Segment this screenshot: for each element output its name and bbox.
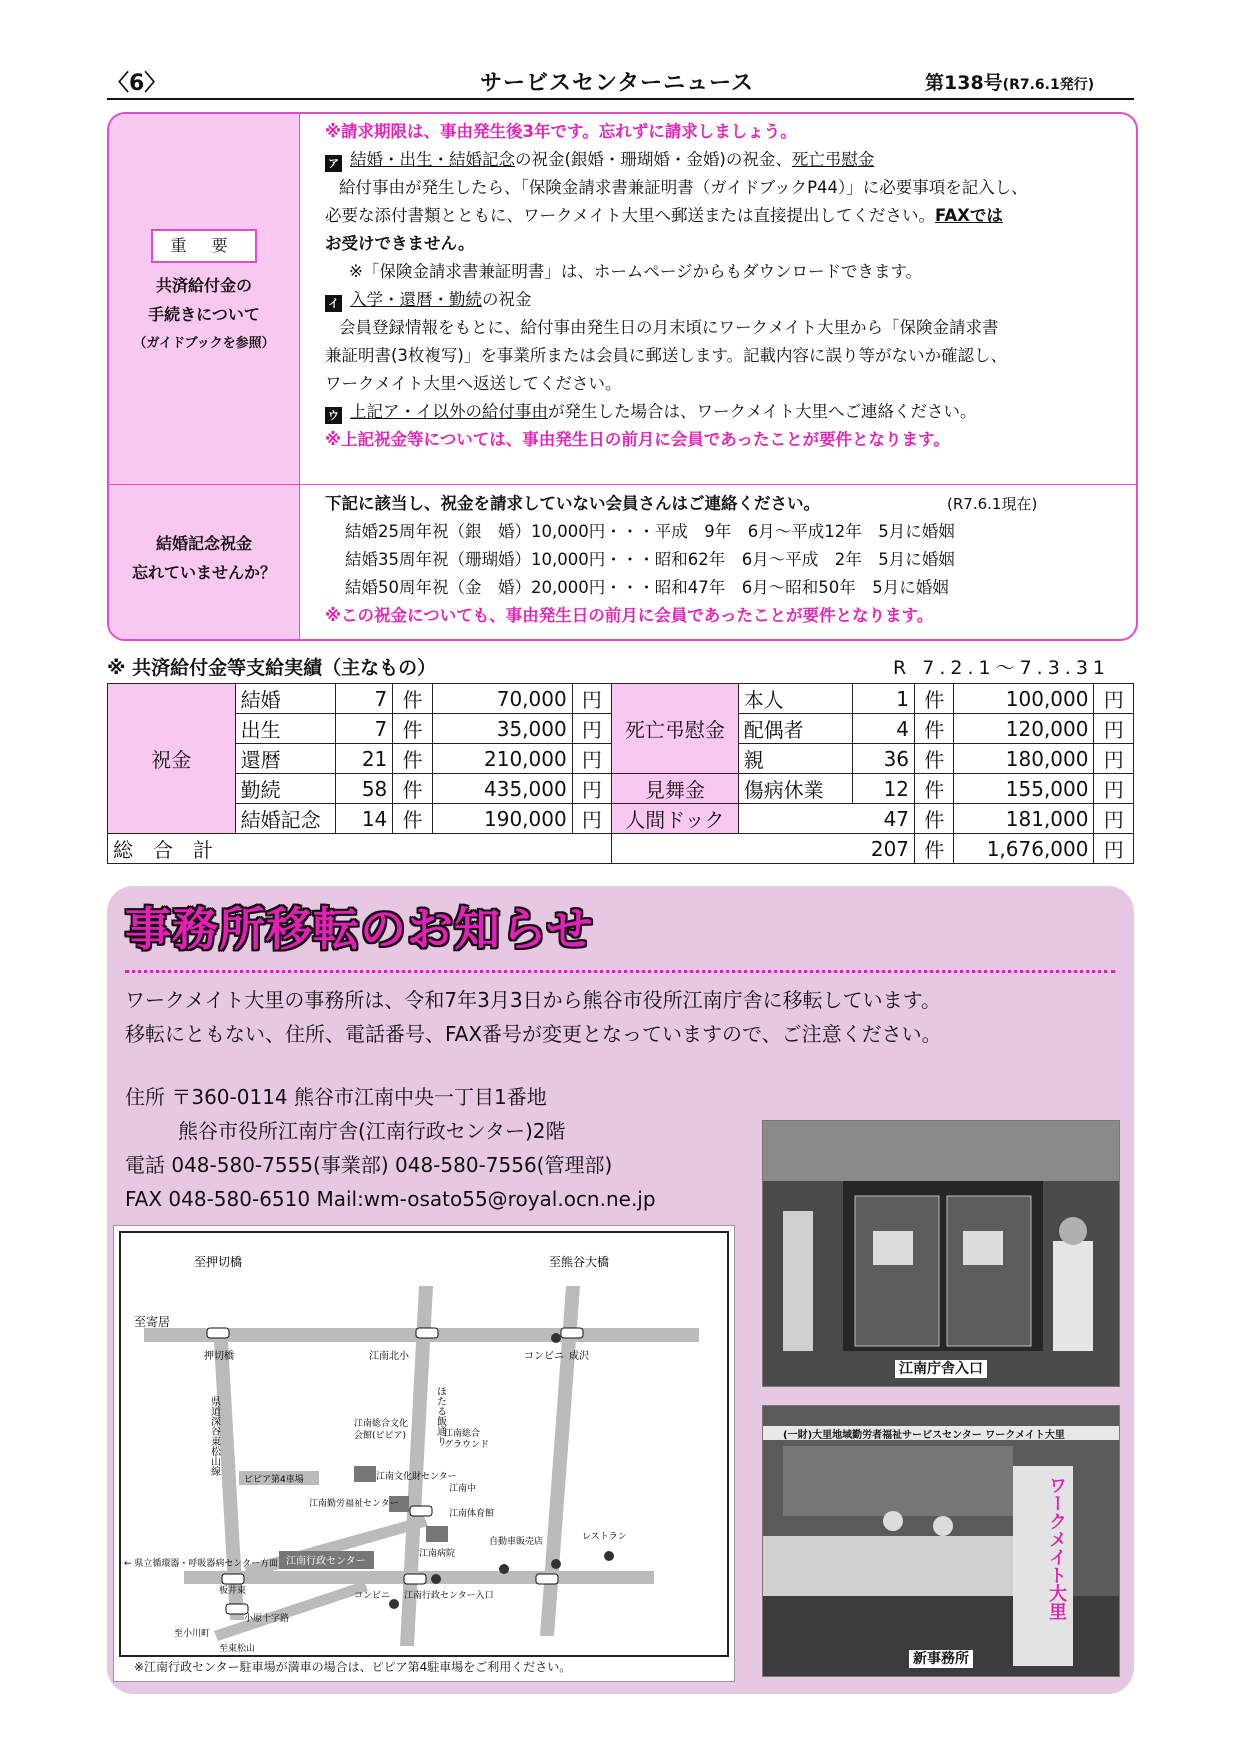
row-count: 14 [336, 804, 393, 834]
item-c-title: 上記ア・イ以外の給付事由 [350, 402, 548, 421]
unit-yen: 円 [572, 774, 611, 804]
notice-body-2: 移転にともない、住所、電話番号、FAX番号が変更となっていますので、ご注意ください。 [125, 1022, 942, 1046]
claim-deadline-note: ※請求期限は、事由発生後3年です。忘れずに請求しましょう。 [325, 122, 797, 141]
svg-text:自動車販売店: 自動車販売店 [489, 1537, 544, 1547]
entrance-caption-text: 江南庁舎入口 [895, 1360, 987, 1378]
item-a-condolence: 死亡弔慰金 [791, 150, 875, 169]
unit-count: 件 [915, 834, 954, 864]
group-condolence: 死亡弔慰金 [612, 684, 739, 774]
unit-count: 件 [393, 684, 432, 714]
item-b-body-1: 会員登録情報をもとに、給付事由発生日の月末頃にワークメイト大里から「保険金請求書 [339, 318, 999, 337]
svg-text:江南病院: 江南病院 [419, 1549, 456, 1559]
address-line-2: 熊谷市役所江南庁舎(江南行政センター)2階 [178, 1119, 566, 1143]
svg-text:至東松山: 至東松山 [219, 1644, 256, 1654]
unit-yen: 円 [572, 744, 611, 774]
phone-line: 電話 048-580-7555(事業部) 048-580-7556(管理部) [125, 1153, 613, 1177]
anniversary-intro: 下記に該当し、祝金を請求していない会員さんはご連絡ください。 [325, 494, 820, 513]
office-banner: ワークメイト大里 [1046, 1476, 1067, 1620]
address-line-1: 住所 〒360-0114 熊谷市江南中央一丁目1番地 [125, 1085, 547, 1109]
issue-label: 第138号 [925, 72, 1003, 94]
anniversary-label-cell [109, 485, 300, 639]
svg-text:コンビニ: コンビニ [524, 1351, 564, 1362]
row-name: 結婚記念 [235, 804, 336, 834]
item-a-title: 結婚・出生・結婚記念 [350, 150, 515, 169]
row-name: 傷病休業 [738, 774, 852, 804]
unit-yen: 円 [1094, 684, 1134, 714]
row-amount: 70,000 [432, 684, 572, 714]
svg-text:江南行政センター入口: 江南行政センター入口 [404, 1591, 494, 1601]
row-amount: 210,000 [432, 744, 572, 774]
page-number: 〈6〉 [107, 71, 167, 96]
fax-mail-line: FAX 048-580-6510 Mail:wm-osato55@royal.ocn.ne.jp [125, 1187, 656, 1211]
unit-yen: 円 [572, 684, 611, 714]
group-dock: 人間ドック [612, 804, 739, 834]
svg-text:グラウンド: グラウンド [444, 1440, 490, 1450]
unit-yen: 円 [572, 714, 611, 744]
marker-b-icon: イ [325, 295, 342, 312]
benefit-procedure-box [107, 112, 1138, 641]
unit-count: 件 [915, 774, 954, 804]
row-amount: 435,000 [432, 774, 572, 804]
row-amount: 190,000 [432, 804, 572, 834]
svg-text:ほたる飯通り: ほたる飯通り [434, 1386, 446, 1446]
svg-text:江南中: 江南中 [449, 1484, 477, 1494]
item-b-title: 入学・還暦・勤続 [350, 290, 482, 309]
item-a-fax-warning: FAXでは [935, 206, 1003, 225]
title-dotted-rule [125, 970, 1115, 973]
item-a-download-note: ※「保険金請求書兼証明書」は、ホームページからもダウンロードできます。 [349, 262, 923, 281]
item-a-title-rest: の祝金(銀婚・珊瑚婚・金婚)の祝金、 [515, 150, 792, 169]
svg-text:江南総合: 江南総合 [444, 1429, 481, 1439]
issue-number [925, 68, 1094, 95]
svg-text:江南体育館: 江南体育館 [449, 1509, 495, 1519]
row-amount: 120,000 [954, 714, 1094, 744]
row-count: 7 [336, 714, 393, 744]
item-b-title-rest: の祝金 [482, 290, 532, 309]
svg-text:← 県立循環器・呼吸器病センター方面: ← 県立循環器・呼吸器病センター方面 [124, 1559, 279, 1569]
stats-title: ※ 共済給付金等支給実績（主なもの） [107, 657, 437, 679]
table-row [108, 774, 1134, 804]
svg-text:至押切橋: 至押切橋 [194, 1255, 243, 1269]
notice-body-1: ワークメイト大里の事務所は、令和7年3月3日から熊谷市役所江南庁舎に移転しています。 [125, 988, 941, 1012]
group-celebration: 祝金 [108, 684, 236, 834]
item-b-heading [325, 286, 532, 314]
row-name: 結婚 [235, 684, 336, 714]
benefit-stats-table [107, 683, 1134, 864]
svg-text:至小川町: 至小川町 [174, 1629, 211, 1639]
unit-yen: 円 [1094, 744, 1134, 774]
unit-yen: 円 [572, 804, 611, 834]
total-count: 207 [612, 834, 915, 864]
table-row [108, 684, 1134, 714]
row-name: 配偶者 [738, 714, 852, 744]
anniversary-label-2: 忘れていませんか？ [131, 563, 276, 582]
item-a-heading [325, 146, 874, 174]
row-amount: 180,000 [954, 744, 1094, 774]
svg-text:ピピア第4車場: ピピア第4車場 [244, 1475, 304, 1485]
unit-count: 件 [915, 684, 954, 714]
svg-text:県道深谷東松山線: 県道深谷東松山線 [208, 1396, 220, 1476]
procedure-label-sub: （ガイドブックを参照） [133, 336, 275, 351]
row-amount: 181,000 [954, 804, 1094, 834]
row-name: 勤続 [235, 774, 336, 804]
row-count: 4 [852, 714, 914, 744]
svg-text:成沢: 成沢 [569, 1351, 589, 1362]
total-label: 総 合 計 [108, 834, 612, 864]
important-badge: 重 要 [151, 229, 257, 263]
svg-text:押切橋: 押切橋 [204, 1351, 234, 1362]
office-caption-text: 新事務所 [909, 1650, 973, 1668]
unit-count: 件 [393, 744, 432, 774]
issue-date: (R7.6.1発行) [1002, 77, 1095, 93]
stats-period: R 7.2.1～7.3.31 [893, 657, 1111, 679]
entrance-caption [763, 1358, 1119, 1378]
unit-yen: 円 [1094, 834, 1134, 864]
row-name: 出生 [235, 714, 336, 744]
row-count: 12 [852, 774, 914, 804]
table-row [108, 834, 1134, 864]
anniversary-as-of: (R7.6.1現在) [947, 495, 1038, 513]
svg-text:小原十字路: 小原十字路 [244, 1614, 290, 1624]
access-map [113, 1225, 735, 1682]
header-rule [107, 98, 1134, 100]
map-drawing [114, 1226, 734, 1681]
item-a-body-1: 給付事由が発生したら、「保険金請求書兼証明書（ガイドブックP44）」に必要事項を記入し、 [339, 178, 1028, 197]
svg-text:至熊谷大橋: 至熊谷大橋 [549, 1255, 610, 1269]
unit-count: 件 [393, 714, 432, 744]
svg-text:レストラン: レストラン [582, 1532, 627, 1542]
requirement-note: ※上記祝金等については、事由発生日の前月に会員であったことが要件となります。 [325, 430, 950, 449]
row-name: 還暦 [235, 744, 336, 774]
marker-c-icon: ウ [325, 407, 342, 424]
office-caption [763, 1648, 1119, 1668]
anniversary-row-gold: 結婚50周年祝（金 婚）20,000円・・・昭和47年 6月～昭和50年 5月に婚姻 [345, 578, 949, 597]
item-b-body-3: ワークメイト大里へ返送してください。 [325, 374, 622, 393]
unit-yen: 円 [1094, 804, 1134, 834]
svg-text:江南文化財センター: 江南文化財センター [376, 1472, 457, 1482]
photo-entrance [762, 1120, 1120, 1387]
item-a-body-2 [325, 202, 1003, 230]
row-count: 36 [852, 744, 914, 774]
row-name: 本人 [738, 684, 852, 714]
svg-text:江南勤労福祉センター: 江南勤労福祉センター [309, 1499, 399, 1509]
anniversary-note: ※この祝金についても、事由発生日の前月に会員であったことが要件となります。 [325, 606, 934, 625]
row-amount: 35,000 [432, 714, 572, 744]
row-count: 47 [738, 804, 914, 834]
unit-count: 件 [915, 744, 954, 774]
row-amount: 155,000 [954, 774, 1094, 804]
row-count: 1 [852, 684, 914, 714]
svg-text:至寄居: 至寄居 [134, 1315, 171, 1329]
row-count: 7 [336, 684, 393, 714]
row-amount: 100,000 [954, 684, 1094, 714]
item-a-body-2-text: 必要な添付書類とともに、ワークメイト大里へ郵送または直接提出してください。 [325, 206, 936, 225]
unit-yen: 円 [1094, 714, 1134, 744]
anniversary-label-1: 結婚記念祝金 [155, 534, 252, 553]
item-c-heading [325, 398, 977, 426]
unit-count: 件 [393, 804, 432, 834]
entrance-photo-illustration [763, 1121, 1119, 1386]
row-name: 親 [738, 744, 852, 774]
unit-count: 件 [915, 714, 954, 744]
photo-new-office [762, 1405, 1120, 1677]
marker-a-icon: ア [325, 155, 342, 172]
office-sign: (一財)大里地域勤労者福祉サービスセンター ワークメイト大里 [783, 1430, 1065, 1441]
row-count: 58 [336, 774, 393, 804]
item-b-body-2: 兼証明書(3枚複写)」を事業所または会員に郵送します。記載内容に誤り等がないか確認し、 [325, 346, 1008, 365]
svg-text:江南北小: 江南北小 [369, 1351, 409, 1362]
svg-text:板井東: 板井東 [219, 1586, 247, 1596]
relocation-title: 事務所移転のお知らせ [125, 902, 594, 956]
table-row [108, 804, 1134, 834]
procedure-label-2: 手続きについて [148, 305, 260, 324]
svg-text:江南行政センター: 江南行政センター [286, 1556, 366, 1567]
svg-text:コンビニ: コンビニ [354, 1591, 391, 1601]
procedure-label-1: 共済給付金の [155, 276, 252, 295]
svg-text:会館(ピピア): 会館(ピピア) [354, 1431, 407, 1441]
anniversary-row-coral: 結婚35周年祝（珊瑚婚）10,000円・・・昭和62年 6月～平成 2年 5月に婚姻 [345, 550, 955, 569]
map-parking-note: ※江南行政センター駐車場が満車の場合は、ピピア第4駐車場をご利用ください。 [134, 1660, 572, 1674]
box-divider [109, 484, 1136, 485]
total-amount: 1,676,000 [954, 834, 1094, 864]
item-c-rest: が発生した場合は、ワークメイト大里へご連絡ください。 [548, 402, 977, 421]
svg-text:江南総合文化: 江南総合文化 [354, 1419, 409, 1429]
newsletter-title: サービスセンターニュース [480, 71, 755, 96]
unit-yen: 円 [1094, 774, 1134, 804]
procedure-label-cell [109, 114, 300, 484]
anniversary-row-silver: 結婚25周年祝（銀 婚）10,000円・・・平成 9年 6月～平成12年 5月に婚姻 [345, 522, 955, 541]
group-sympathy: 見舞金 [612, 774, 739, 804]
row-count: 21 [336, 744, 393, 774]
item-a-fax-warning-2: お受けできません。 [325, 234, 475, 253]
unit-count: 件 [915, 804, 954, 834]
unit-count: 件 [393, 774, 432, 804]
